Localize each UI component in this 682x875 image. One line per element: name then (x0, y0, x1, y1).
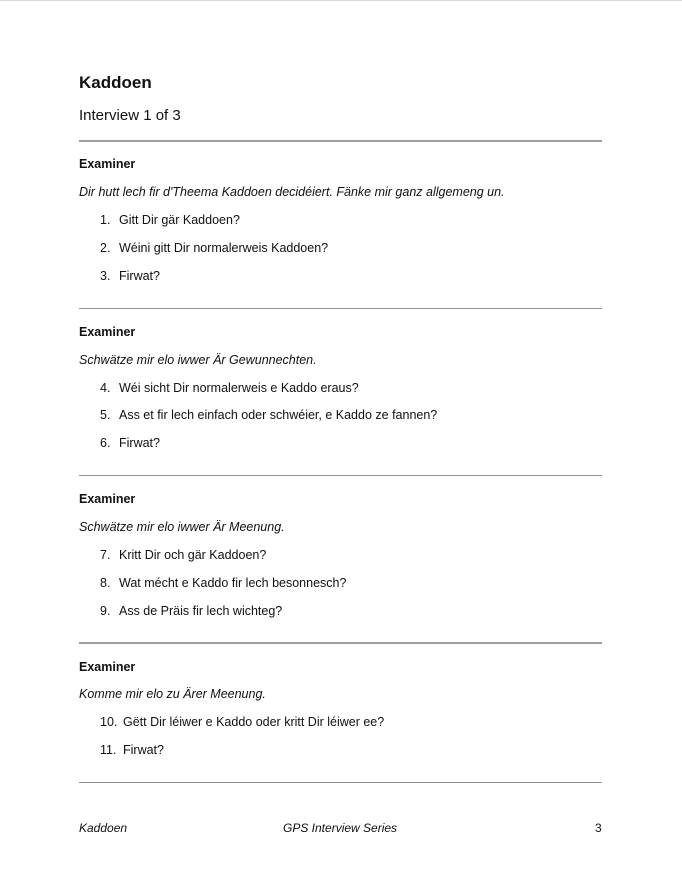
question-text: Wéini gitt Dir normalerweis Kaddoen? (119, 241, 329, 255)
question-text: Wat mécht e Kaddo fir lech besonnesch? (119, 576, 347, 590)
section-divider (79, 642, 602, 644)
question-text: Kritt Dir och gär Kaddoen? (119, 548, 267, 562)
question-number: 4. (100, 381, 111, 395)
question-text: Gitt Dir gär Kaddoen? (119, 213, 240, 227)
document-title: Kaddoen (79, 73, 152, 92)
question-text: Gëtt Dir léiwer e Kaddo oder kritt Dir léiwer ee? (123, 715, 385, 729)
question-number: 10. (100, 715, 118, 729)
speaker-label: Examiner (79, 660, 136, 674)
question-number: 3. (100, 269, 111, 283)
document-subtitle: Interview 1 of 3 (79, 107, 181, 124)
page-number: 3 (595, 821, 602, 835)
question-text: Ass de Präis fir lech wichteg? (119, 604, 283, 618)
speaker-label: Examiner (79, 492, 136, 506)
section-prompt: Dir hutt lech fir d'Theema Kaddoen decidéiert. Fänke mir ganz allgemeng un. (79, 185, 505, 199)
question-text: Firwat? (119, 269, 160, 283)
question-number: 7. (100, 548, 111, 562)
question-number: 2. (100, 241, 111, 255)
footer-topic: Kaddoen (79, 821, 128, 835)
footer-series-title: GPS Interview Series (283, 821, 398, 835)
question-number: 6. (100, 436, 111, 450)
question-number: 1. (100, 213, 111, 227)
speaker-label: Examiner (79, 157, 136, 171)
section-divider (79, 475, 602, 476)
question-text: Wéi sicht Dir normalerweis e Kaddo eraus? (119, 381, 359, 395)
section-prompt: Schwätze mir elo iwwer Är Gewunnechten. (79, 353, 317, 367)
question-text: Firwat? (123, 743, 164, 757)
question-text: Ass et fir lech einfach oder schwéier, e Kaddo ze fannen? (119, 408, 438, 422)
question-text: Firwat? (119, 436, 160, 450)
speaker-label: Examiner (79, 325, 136, 339)
section-divider (79, 308, 602, 309)
section-divider (79, 140, 602, 142)
section-divider (79, 782, 602, 783)
page-top-edge (0, 0, 682, 1)
question-number: 11. (100, 743, 117, 757)
question-number: 5. (100, 408, 111, 422)
question-number: 8. (100, 576, 111, 590)
section-prompt: Schwätze mir elo iwwer Är Meenung. (79, 520, 285, 534)
question-number: 9. (100, 604, 111, 618)
section-prompt: Komme mir elo zu Ärer Meenung. (79, 687, 266, 701)
